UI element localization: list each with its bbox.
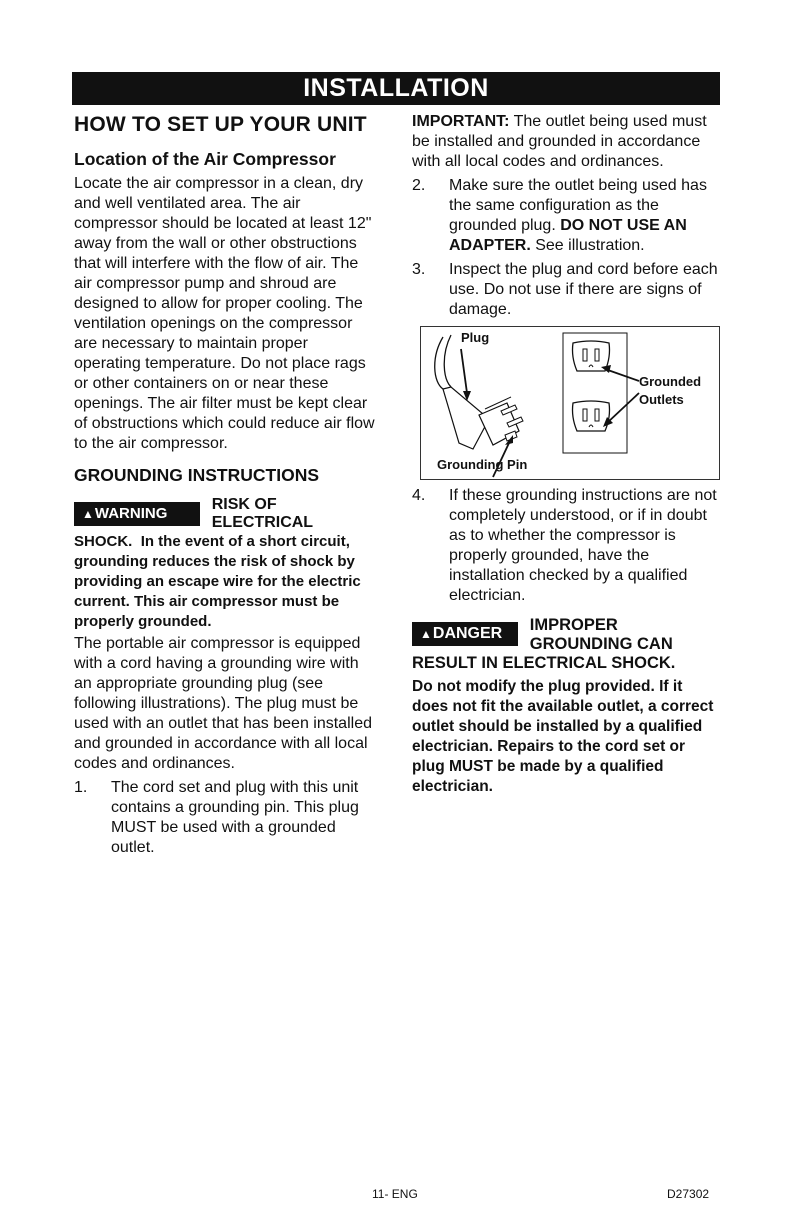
list-item-4 <box>412 486 722 606</box>
list-item-text <box>449 176 722 256</box>
plug-label: Plug <box>461 330 490 345</box>
outlets-label: Outlets <box>639 392 684 407</box>
danger-headline: IMPROPER GROUNDING CAN <box>529 616 673 653</box>
list-item-text: Inspect the plug and cord before each use. Do not use if there are signs of damage. <box>449 261 718 318</box>
important-text: The outlet being used must be installed and grounded in accordance with all local codes and ordinances. <box>412 113 707 170</box>
list-number: 2. <box>412 177 426 194</box>
grounding-paragraph: The portable air compressor is equipped with a cord having a grounding wire with an appropriate grounding plug (see following illustrations). The plug must be used with an outlet that has been installed and grounded in accordance with all local codes and ordinances. <box>74 635 372 772</box>
grounded-label: Grounded <box>639 374 702 389</box>
warning-badge-label: WARNING <box>94 505 168 522</box>
danger-row <box>412 616 722 654</box>
page-number: 11- ENG <box>372 1187 418 1201</box>
right-column <box>412 112 722 799</box>
warning-row <box>74 496 379 532</box>
location-paragraph: Locate the air compressor in a clean, dry and well ventilated area. The air compressor should be located at least 12" away from the wall or other obstructions that will interfere with the flow of air. The air compressor pump and shroud are designed to allow for proper cooling. The ventilation openings on the compressor are necessary to maintain proper operating temperature. Do not place rags or other containers on or near these openings. The air filter must be kept clear of obstructions which could reduce air flow to the air compressor. <box>74 175 375 452</box>
list-item-text: If these grounding instructions are not completely understood, or if in doubt as to whether the compressor is properly grounded, have the installation checked by a qualified electrician. <box>449 487 717 604</box>
warning-triangle-icon: ▲ <box>82 507 94 521</box>
section-title: HOW TO SET UP YOUR UNIT <box>74 113 367 136</box>
list-number: 1. <box>74 779 88 796</box>
warning-headline: RISK OF ELECTRICAL <box>211 496 314 531</box>
warning-badge <box>74 502 200 526</box>
warning-body <box>74 532 379 632</box>
grounding-pin-label: Grounding Pin <box>437 457 528 472</box>
item2-text-b: See illustration. <box>535 237 645 254</box>
list-number: 3. <box>412 261 426 278</box>
danger-body: Do not modify the plug provided. If it does not fit the available outlet, a correct outlet should be installed by a qualified electrician. Repairs to the cord set or plug MUST be made by a qualified electrician. <box>412 678 714 795</box>
location-heading: Location of the Air Compressor <box>74 149 336 169</box>
list-item-text: The cord set and plug with this unit contains a grounding pin. This plug MUST be used with a grounded outlet. <box>111 779 359 856</box>
left-column <box>74 112 379 858</box>
warning-body-text: In the event of a short circuit, grounding reduces the risk of shock by providing an escape wire for the electric current. This air compressor must be properly grounded. <box>74 533 361 630</box>
important-label: IMPORTANT: <box>412 113 510 130</box>
list-item-3 <box>412 260 722 320</box>
danger-badge-label: DANGER <box>432 625 503 642</box>
danger-triangle-icon: ▲ <box>420 627 432 641</box>
important-paragraph <box>412 112 722 172</box>
document-code: D27302 <box>667 1187 710 1201</box>
danger-headline-cont: RESULT IN ELECTRICAL SHOCK. <box>412 654 676 672</box>
list-item-1 <box>74 778 379 858</box>
list-item-2 <box>412 176 722 256</box>
page-header-banner: INSTALLATION <box>72 72 720 105</box>
list-number: 4. <box>412 487 426 504</box>
grounding-heading: GROUNDING INSTRUCTIONS <box>74 465 319 485</box>
item2-text-bold: DO NOT USE AN ADAPTER. <box>449 217 687 254</box>
item2-text-a: Make sure the outlet being used has the same configuration as the grounded plug. <box>449 177 707 234</box>
warning-headline-cont: SHOCK. <box>74 533 133 550</box>
danger-badge <box>412 622 518 646</box>
plug-outlet-illustration <box>420 326 720 480</box>
